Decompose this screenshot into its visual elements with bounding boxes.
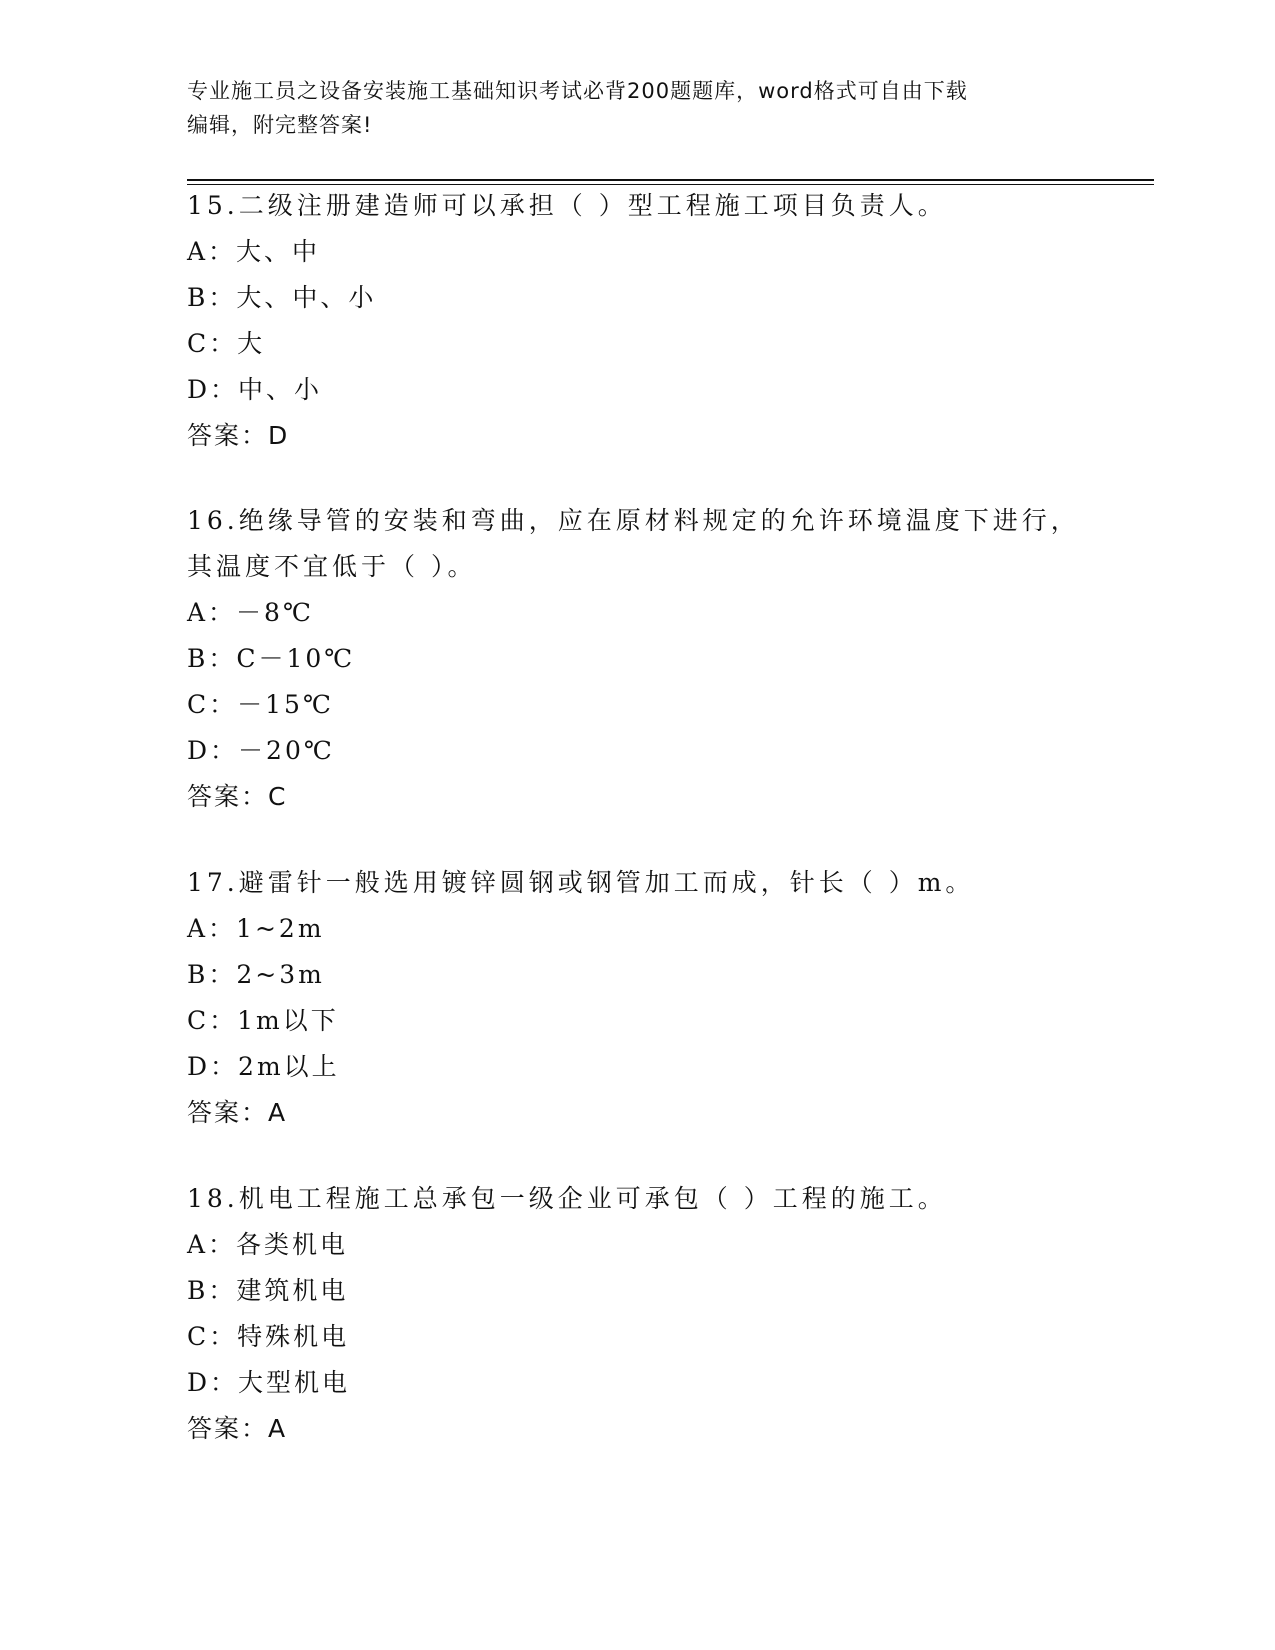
question-stem: 18.机电工程施工总承包一级企业可承包（ ）工程的施工。 xyxy=(187,1184,947,1213)
question-stem: 17.避雷针一般选用镀锌圆钢或钢管加工而成，针长（ ）m。 xyxy=(187,868,975,897)
question-15 xyxy=(187,183,1087,459)
header-line-1: 专业施工员之设备安装施工基础知识考试必背200题题库，word格式可自由下载 xyxy=(187,79,968,103)
option-a: A：1~2m xyxy=(187,914,325,943)
question-16 xyxy=(187,498,1087,820)
answer-line: 答案：A xyxy=(187,1414,288,1443)
option-c: C：－15℃ xyxy=(187,690,334,719)
answer-line: 答案：C xyxy=(187,782,288,811)
option-d: D：中、小 xyxy=(187,375,323,404)
header-line-2: 编辑，附完整答案! xyxy=(187,113,373,137)
header-divider-thick xyxy=(187,179,1154,181)
question-stem: 15.二级注册建造师可以承担（ ）型工程施工项目负责人。 xyxy=(187,191,947,220)
answer-line: 答案：A xyxy=(187,1098,288,1127)
option-c: C：1m以下 xyxy=(187,1006,339,1035)
option-c: C：大 xyxy=(187,329,266,358)
question-18 xyxy=(187,1176,1087,1452)
document-header xyxy=(187,74,1067,142)
question-stem-continued: 其温度不宜低于（ ）。 xyxy=(187,552,477,581)
option-d: D：－20℃ xyxy=(187,736,335,765)
option-b: B：大、中、小 xyxy=(187,283,377,312)
question-stem: 16.绝缘导管的安装和弯曲，应在原材料规定的允许环境温度下进行， xyxy=(187,506,1080,535)
option-d: D：大型机电 xyxy=(187,1368,351,1397)
option-a: A：－8℃ xyxy=(187,598,314,627)
option-a: A：大、中 xyxy=(187,237,321,266)
option-d: D：2m以上 xyxy=(187,1052,340,1081)
option-a: A：各类机电 xyxy=(187,1230,349,1259)
option-b: B：C－10℃ xyxy=(187,644,356,673)
question-17 xyxy=(187,860,1087,1136)
option-c: C：特殊机电 xyxy=(187,1322,350,1351)
answer-line: 答案：D xyxy=(187,421,290,450)
option-b: B：2~3m xyxy=(187,960,325,989)
option-b: B：建筑机电 xyxy=(187,1276,349,1305)
